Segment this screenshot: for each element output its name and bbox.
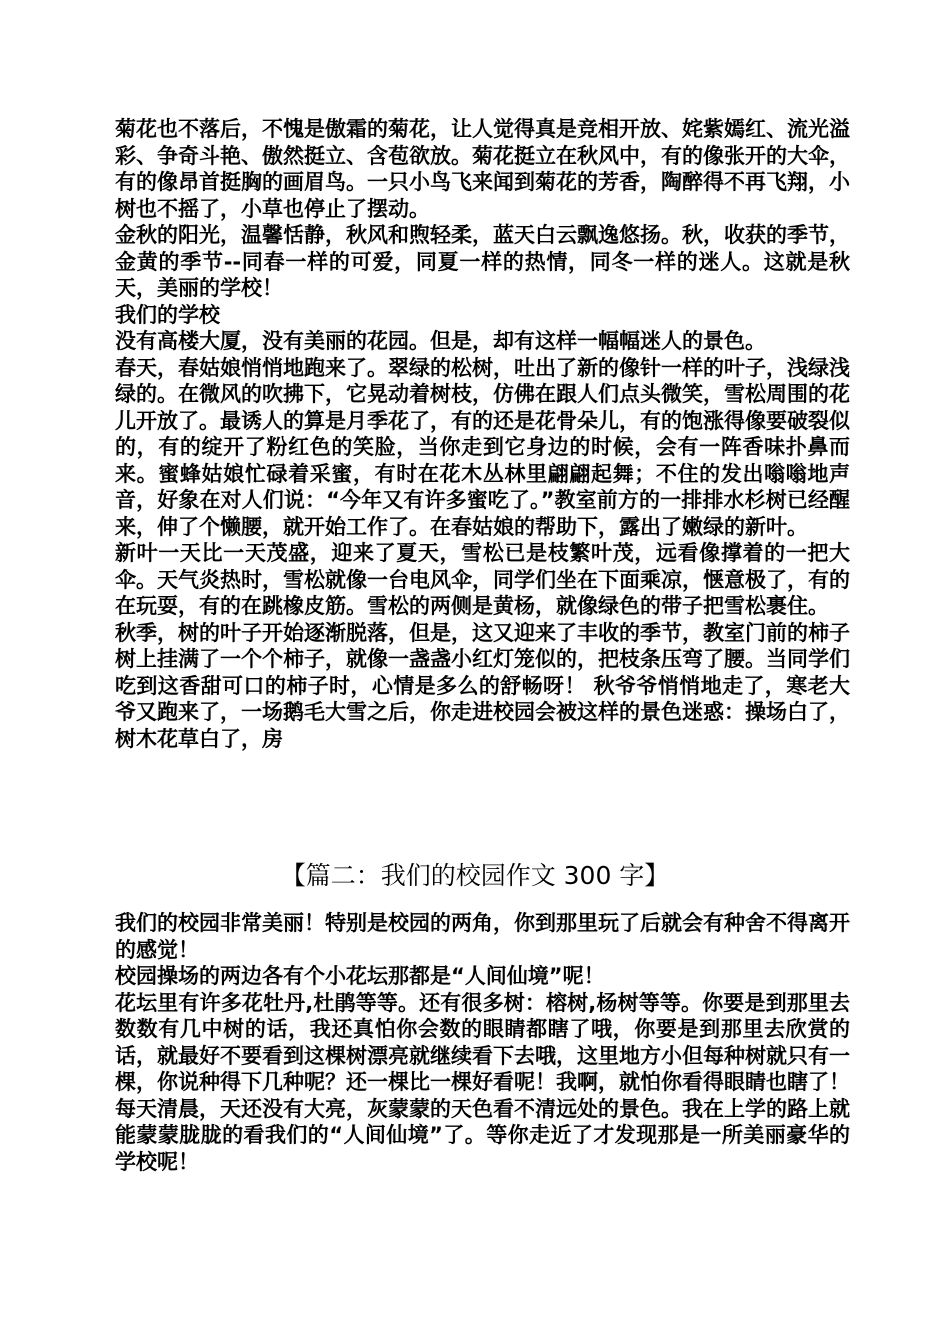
section-subtitle: 我们的学校 (115, 302, 220, 327)
paragraph: 春天，春姑娘悄悄地跑来了。翠绿的松树，吐出了新的像针一样的叶子，浅绿浅绿的。在微风的吹拂下，它晃动着树枝，仿佛在跟人们点头微笑，雪松周围的花儿开放了。最诱人的算是月季花了，有的还是花骨朵儿，有的饱涨得像要破裂似的，有的绽开了粉红色的笑脸，当你走到它身边的时候，会有一阵香味扑鼻而来。蜜蜂姑娘忙碌着采蜜，有时在花木丛林里翩翩起舞；不住的发出嗡嗡地声音，好象在对人们说：“今年又有许多蜜吃了。”教室前方的一排排水杉树已经醒来，伸了个懒腰，就开始工作了。在春姑娘的帮助下，露出了嫩绿的新叶。 (115, 355, 850, 539)
paragraph: 花坛里有许多花牡丹,杜鹃等等。还有很多树：榕树,杨树等等。你要是到那里去数数有几中树的话，我还真怕你会数的眼睛都瞎了哦，你要是到那里去欣赏的话，就最好不要看到这棵树漂亮就继续看下去哦，这里地方小但每种树就只有一棵，你说种得下几种呢？还一棵比一棵好看呢！我啊，就怕你看得眼睛也瞎了！ (115, 990, 850, 1094)
paragraph: 我们的校园非常美丽！特别是校园的两角，你到那里玩了后就会有种舍不得离开的感觉！ (115, 911, 850, 962)
paragraph: 菊花也不落后，不愧是傲霜的菊花，让人觉得真是竞相开放、姹紫嫣红、流光溢彩、争奇斗艳、傲然挺立、含苞欲放。菊花挺立在秋风中，有的像张开的大伞，有的像昂首挺胸的画眉鸟。一只小鸟飞来闻到菊花的芳香，陶醉得不再飞翔，小树也不摇了，小草也停止了摆动。 (115, 117, 850, 221)
essay-heading: 【篇二：我们的校园作文 300 字】 (280, 861, 670, 890)
paragraph: 校园操场的两边各有个小花坛那都是“人间仙境”呢！ (115, 964, 605, 988)
essay-section-2 (115, 910, 850, 1175)
paragraph: 没有高楼大厦，没有美丽的花园。但是，却有这样一幅幅迷人的景色。 (115, 329, 766, 353)
paragraph: 新叶一天比一天茂盛，迎来了夏天，雪松已是枝繁叶茂，远看像撑着的一把大伞。天气炎热时，雪松就像一台电风伞，同学们坐在下面乘凉，惬意极了，有的在玩耍，有的在跳橡皮筋。雪松的两侧是黄杨，就像绿色的带子把雪松裹住。 (115, 541, 850, 618)
essay-section-1 (115, 116, 850, 752)
paragraph: 金秋的阳光，温馨恬静，秋风和煦轻柔，蓝天白云飘逸悠扬。秋，收获的季节，金黄的季节--同春一样的可爱，同夏一样的热情，同冬一样的迷人。这就是秋天，美丽的学校！ (115, 223, 850, 300)
paragraph: 秋季，树的叶子开始逐渐脱落，但是，这又迎来了丰收的季节，教室门前的柿子树上挂满了一个个柿子，就像一盏盏小红灯笼似的，把枝条压弯了腰。当同学们吃到这香甜可口的柿子时，心情是多么的舒畅呀！ 秋爷爷悄悄地走了，寒老大爷又跑来了，一场鹅毛大雪之后，你走进校园会被这样的景色迷惑：操场白了，树木花草白了，房 (115, 620, 850, 751)
paragraph: 每天清晨，天还没有大亮，灰蒙蒙的天色看不清远处的景色。我在上学的路上就能蒙蒙胧胧的看我们的“人间仙境”了。等你走近了才发现那是一所美丽豪华的学校呢！ (115, 1096, 850, 1174)
